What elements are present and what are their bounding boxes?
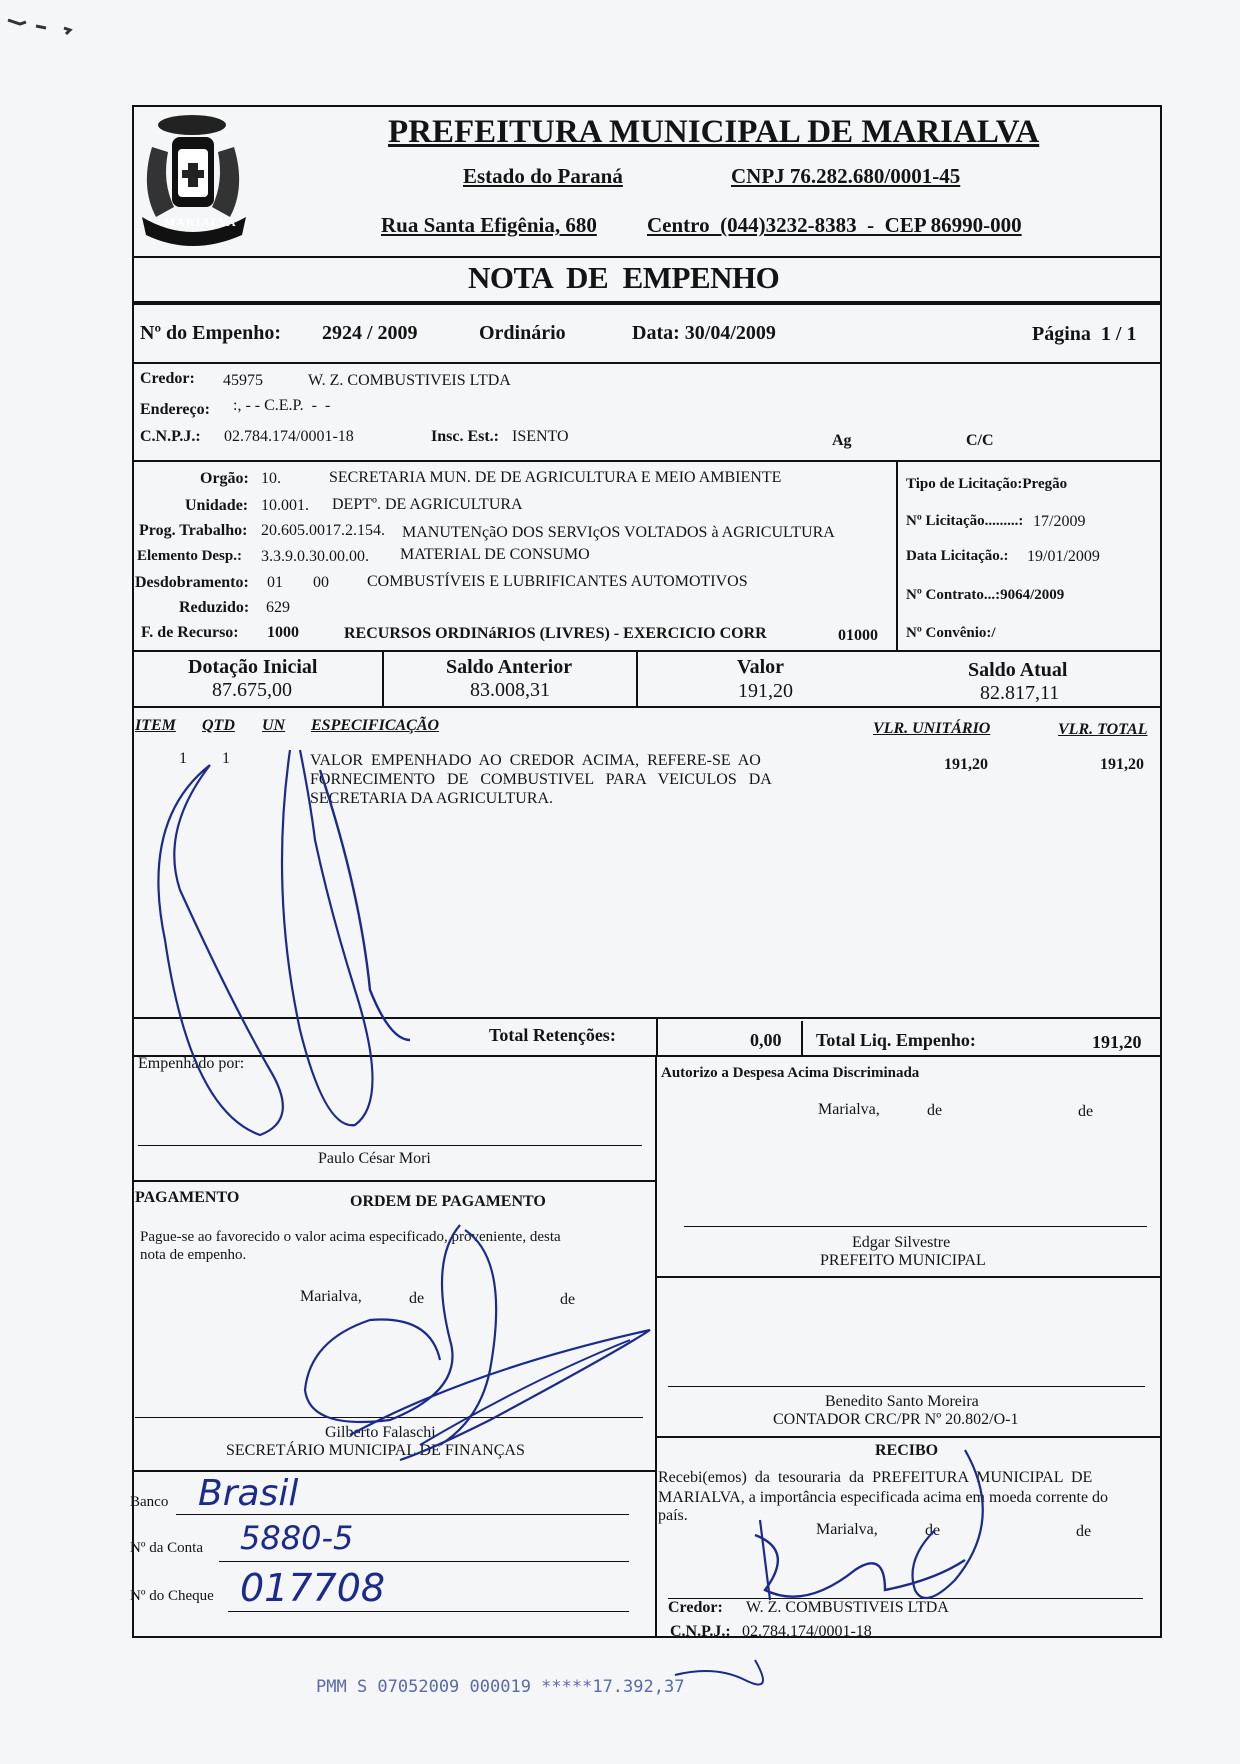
tipo-licitacao: Tipo de Licitação:Pregão (906, 476, 1068, 492)
pagamento-place: Marialva, (300, 1288, 362, 1305)
cnpj-label-credor: C.N.P.J.: (140, 428, 201, 445)
row-vlr-unitario: 191,20 (944, 756, 988, 773)
numero-licitacao: 17/2009 (1033, 513, 1086, 530)
empenho-date: Data: 30/04/2009 (632, 322, 776, 344)
state-label: Estado do Paraná (463, 164, 623, 188)
recibo-de2: de (1076, 1523, 1092, 1540)
row-vlr-total: 191,20 (1100, 756, 1144, 773)
recibo-credor: W. Z. COMBUSTIVEIS LTDA (746, 1599, 949, 1616)
signature-recibo (735, 1440, 1015, 1700)
ordem-pagamento-label: ORDEM DE PAGAMENTO (350, 1193, 546, 1210)
header-un: UN (262, 717, 286, 734)
document-title: NOTA DE EMPENHO (468, 260, 780, 295)
dotacao-value: 87.675,00 (212, 679, 292, 701)
header-qtd: QTD (202, 717, 235, 734)
endereco-value: :, - - C.E.P. - - (233, 397, 331, 414)
recibo-cnpj: 02.784.174/0001-18 (742, 1623, 872, 1640)
recurso-code: 1000 (267, 624, 299, 641)
unidade-code: 10.001. (261, 497, 309, 514)
retencoes-label: Total Retenções: (489, 1025, 616, 1045)
autorizo-label: Autorizo a Despesa Acima Discriminada (661, 1065, 920, 1081)
row-qtd: 1 (222, 750, 230, 767)
district-phone-cep: Centro (044)3232-8383 - CEP 86990-000 (647, 213, 1022, 237)
pagamento-text-line1: Pague-se ao favorecido o valor acima especificado, proveniente, desta (140, 1229, 561, 1245)
conta-label: Nº da Conta (130, 1540, 203, 1556)
cheque-value: 017708 (240, 1566, 386, 1610)
contador-role: CONTADOR CRC/PR Nº 20.802/O-1 (773, 1411, 1019, 1428)
recurso-label: F. de Recurso: (141, 624, 239, 641)
recibo-cnpj-label: C.N.P.J.: (670, 1623, 731, 1640)
autorizo-de2: de (1078, 1103, 1094, 1120)
prog-value: MANUTENçãO DOS SERVIçOS VOLTADOS à AGRICULTURA (402, 524, 835, 541)
elemento-label: Elemento Desp.: (137, 548, 242, 564)
saldo-anterior-value: 83.008,31 (470, 679, 550, 701)
elemento-value: MATERIAL DE CONSUMO (400, 546, 590, 563)
conta-value: 5880-5 (240, 1519, 354, 1557)
credor-name: W. Z. COMBUSTIVEIS LTDA (308, 372, 511, 389)
orgao-value: SECRETARIA MUN. DE DE AGRICULTURA E MEIO AMBIENTE (329, 469, 782, 486)
insc-value: ISENTO (512, 428, 569, 445)
desdobramento-b: 00 (313, 574, 329, 591)
row-spec-line3: SECRETARIA DA AGRICULTURA. (310, 790, 554, 807)
row-item: 1 (179, 750, 187, 767)
recurso-value: RECURSOS ORDINáRIOS (LIVRES) - EXERCICIO CORR (344, 625, 767, 642)
secretario-role: SECRETÁRIO MUNICIPAL DE FINANÇAS (226, 1442, 525, 1459)
elemento-code: 3.3.9.0.30.00.00. (261, 548, 369, 565)
saldo-anterior-label: Saldo Anterior (446, 656, 573, 678)
valor-label: Valor (737, 656, 785, 678)
liq-empenho-label: Total Liq. Empenho: (816, 1030, 976, 1050)
signature-secretario (290, 1220, 660, 1480)
banco-label: Banco (130, 1494, 169, 1510)
pagamento-de1: de (409, 1290, 425, 1307)
header-item: ITEM (135, 717, 176, 734)
signature-empenhado (150, 740, 450, 1140)
reduzido-value: 629 (266, 599, 290, 616)
contador-name: Benedito Santo Moreira (825, 1393, 979, 1410)
saldo-atual-value: 82.817,11 (980, 682, 1060, 704)
secretario-name: Gilberto Falaschi (325, 1424, 436, 1441)
valor-value: 191,20 (738, 680, 793, 702)
desdobramento-label: Desdobramento: (135, 574, 249, 591)
empenho-label: Nº do Empenho: (140, 322, 282, 344)
recibo-place: Marialva, (816, 1521, 878, 1538)
header-vlr-unitario: VLR. UNITÁRIO (873, 720, 991, 737)
address-label: Rua Santa Efigênia, 680 (381, 213, 597, 237)
saldo-atual-label: Saldo Atual (968, 659, 1068, 681)
empenho-number: 2924 / 2009 (322, 322, 418, 344)
contrato: Nº Contrato...:9064/2009 (906, 587, 1065, 603)
empenho-type: Ordinário (479, 322, 566, 344)
header-especificacao: ESPECIFICAÇÃO (311, 717, 440, 734)
prefeito-name: Edgar Silvestre (852, 1234, 951, 1251)
reduzido-label: Reduzido: (179, 599, 250, 616)
unidade-label: Unidade: (185, 497, 249, 514)
prefeitura-title: PREFEITURA MUNICIPAL DE MARIALVA (388, 114, 1040, 150)
desdobramento-a: 01 (267, 574, 283, 591)
endereco-label: Endereço: (140, 401, 210, 418)
orgao-label: Orgão: (200, 470, 249, 487)
insc-label: Insc. Est.: (431, 428, 500, 445)
credor-label: Credor: (140, 370, 195, 387)
liq-empenho-value: 191,20 (1092, 1032, 1142, 1052)
row-spec-line2: FORNECIMENTO DE COMBUSTIVEL PARA VEICULOS DA (310, 771, 772, 788)
page-number: Página 1 / 1 (1032, 323, 1137, 345)
unidade-value: DEPTº. DE AGRICULTURA (332, 496, 523, 513)
convenio: Nº Convênio:/ (906, 625, 996, 641)
pagamento-label: PAGAMENTO (135, 1189, 240, 1206)
cnpj-label: CNPJ 76.282.680/0001-45 (731, 164, 961, 188)
recibo-text-line2: MARIALVA, a importância especificada acima em moeda corrente do (658, 1489, 1109, 1506)
prog-label: Prog. Trabalho: (139, 522, 248, 539)
desdobramento-value: COMBUSTÍVEIS E LUBRIFICANTES AUTOMOTIVOS (367, 573, 748, 590)
prog-code: 20.605.0017.2.154. (261, 522, 385, 539)
recibo-de1: de (925, 1522, 941, 1539)
recibo-title: RECIBO (875, 1442, 939, 1459)
autorizo-de1: de (927, 1102, 943, 1119)
empenhado-signer: Paulo César Mori (318, 1150, 431, 1167)
header-vlr-total: VLR. TOTAL (1058, 721, 1148, 738)
numero-licitacao-label: Nº Licitação.........: (906, 513, 1024, 529)
empenhado-label: Empenhado por: (138, 1055, 245, 1072)
data-licitacao-label: Data Licitação.: (906, 548, 1009, 564)
recibo-credor-label: Credor: (668, 1599, 723, 1616)
recibo-text-line3: país. (658, 1507, 688, 1524)
orgao-code: 10. (261, 470, 281, 487)
recurso-number: 01000 (838, 627, 878, 644)
banco-value: Brasil (198, 1473, 299, 1514)
cc-label: C/C (966, 432, 994, 449)
data-licitacao: 19/01/2009 (1027, 548, 1100, 565)
dotacao-label: Dotação Inicial (188, 656, 318, 678)
prefeito-role: PREFEITO MUNICIPAL (820, 1252, 986, 1269)
recibo-text-line1: Recebi(emos) da tesouraria da PREFEITURA MUNICIPAL DE (658, 1469, 1093, 1486)
credor-code: 45975 (223, 372, 263, 389)
retencoes-value: 0,00 (750, 1030, 782, 1050)
cheque-label: Nº do Cheque (130, 1588, 214, 1604)
autorizo-place: Marialva, (818, 1101, 880, 1118)
scan-mark (6, 16, 46, 22)
cashier-stamp: PMM S 07052009 000019 *****17.392,37 (316, 1677, 685, 1697)
coat-of-arms-logo (134, 107, 284, 257)
coat-of-arms-text: MARIALVA (164, 215, 237, 229)
pagamento-de2: de (560, 1291, 576, 1308)
ag-label: Ag (832, 432, 852, 449)
credor-cnpj: 02.784.174/0001-18 (224, 428, 354, 445)
row-spec-line1: VALOR EMPENHADO AO CREDOR ACIMA, REFERE-SE AO (310, 752, 761, 769)
pagamento-text-line2: nota de empenho. (140, 1247, 247, 1263)
